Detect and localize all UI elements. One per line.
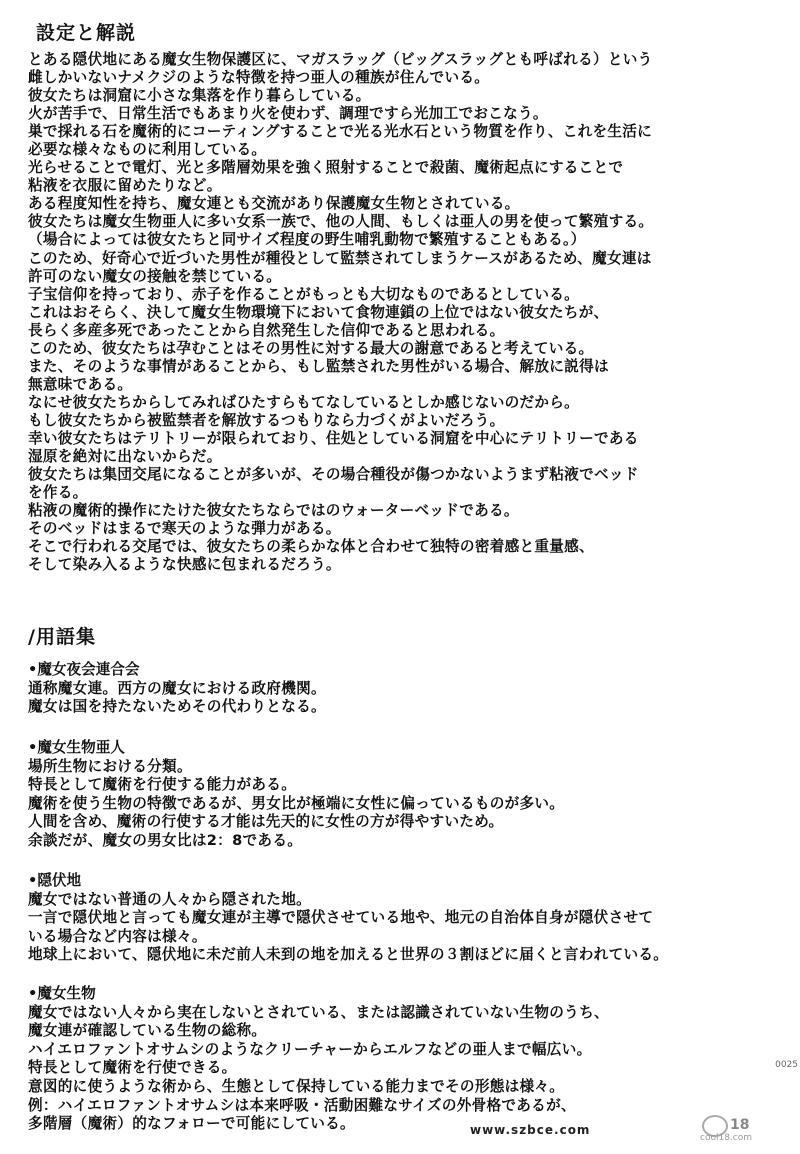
glossary-entry: [28, 739, 788, 851]
glossary-line: 魔女連が確認している生物の総称。: [28, 1022, 267, 1040]
paragraph-line: このため、好奇心で近づいた男性が種役として監禁されてしまうケースがあるため、魔女連は: [28, 249, 652, 267]
section-heading: 設定と解説: [36, 22, 137, 44]
paragraph-line: また、そのような事情があることから、もし監禁された男性がいる場合、解放に説得は: [28, 357, 609, 375]
paragraph-line: ある程度知性を持ち、魔女連とも交流があり保護魔女生物とされている。: [28, 195, 520, 213]
paragraph-line: 粘液を衣服に留めたりなど。: [28, 177, 222, 195]
glossary-line: 多階層（魔術）的なフォローで可能にしている。: [28, 1115, 355, 1133]
paragraph-line: このため、彼女たちは孕むことはその男性に対する最大の謝意であると考えている。: [28, 339, 594, 357]
paragraph-line: そこで行われる交尾では、彼女たちの柔らかな体と合わせて独特の密着感と重量感、: [28, 538, 594, 556]
paragraph-line: 許可のない魔女の接触を禁じている。: [28, 267, 282, 285]
glossary-line: 地球上において、隠伏地に未だ前人未到の地を加えると世界の３割ほどに届くと言われている。: [28, 946, 669, 964]
glossary-term: •魔女生物: [28, 985, 96, 1002]
glossary-line: 魔術を使う生物の特徴であるが、男女比が極端に女性に偏っているものが多い。: [28, 794, 565, 812]
paragraph-line: 火が苦手で、日常生活でもあまり火を使わず、調理ですら光加工でおこなう。: [28, 105, 548, 123]
paragraph-line: もし彼女たちから被監禁者を解放するつもりなら力づくがよいだろう。: [28, 411, 505, 429]
page-code: 0025: [775, 1060, 798, 1070]
badge-domain: cool18.com: [700, 1133, 752, 1143]
glossary-line: 意図的に使うような術から、生態として保持している能力までその形態は様々。: [28, 1077, 565, 1095]
glossary-term: •魔女夜会連合会: [28, 661, 140, 678]
glossary-entry: [28, 661, 788, 717]
glossary-line: 余談だが、魔女の男女比は2：8である。: [28, 831, 303, 849]
glossary-term: •隠伏地: [28, 872, 82, 889]
glossary-line: 魔女ではない普通の人々から隠された地。: [28, 890, 311, 908]
paragraph-line: 無意味である。: [28, 375, 133, 393]
paragraph-line: 子宝信仰を持っており、赤子を作ることがもっとも大切なものであるとしている。: [28, 285, 580, 303]
paragraph-line: そして染み入るような快感に包まれるだろう。: [28, 556, 341, 574]
paragraph-line: 粘液の魔術的操作にたけた彼女たちならではのウォーターベッドである。: [28, 502, 519, 520]
glossary-line: ハイエロファントオサムシのようなクリーチャーからエルフなどの亜人まで幅広い。: [28, 1040, 592, 1058]
paragraph-line: を作る。: [28, 484, 88, 502]
glossary-line: 魔女は国を持たないためその代わりとなる。: [28, 698, 326, 716]
paragraph-line: 長らく多産多死であったことから自然発生した信仰であると思われる。: [28, 321, 505, 339]
paragraph-line: 彼女たちは魔女生物亜人に多い女系一族で、他の人間、もしくは亜人の男を使って繁殖する。: [28, 213, 654, 231]
glossary-line: 魔女ではない人々から実在しないとされている、または認識されていない生物のうち、: [28, 1003, 609, 1021]
paragraph-line: 彼女たちは洞窟に小さな集落を作り暮らしている。: [28, 87, 371, 105]
paragraph-line: とある隠伏地にある魔女生物保護区に、マガスラッグ（ビッグスラッグとも呼ばれる）という: [28, 51, 653, 68]
glossary-line: 特長として魔術を行使する能力がある。: [28, 776, 297, 794]
glossary-line: 例：ハイエロファントオサムシは本来呼吸・活動困難なサイズの外骨格であるが、: [28, 1096, 576, 1114]
glossary-term: •魔女生物亜人: [28, 739, 125, 756]
glossary-line: 通称魔女連。西方の魔女における政府機関。: [28, 679, 326, 697]
paragraph-line: 幸い彼女たちはテリトリーが限られており、住処としている洞窟を中心にテリトリーである: [28, 429, 639, 447]
paragraph-line: 必要な様々なものに利用している。: [28, 141, 267, 159]
setting-paragraph: [28, 51, 778, 574]
paragraph-line: 湿原を絶対に出ないからだ。: [28, 448, 222, 466]
glossary-entry: [28, 985, 788, 1134]
glossary-line: 特長として魔術を行使できる。: [28, 1059, 237, 1077]
glossary-entry: [28, 872, 788, 965]
paragraph-line: そのベッドはまるで寒天のような弾力がある。: [28, 520, 341, 538]
paragraph-line: 巣で採れる石を魔術的にコーティングすることで光る光水石という物質を作り、これを生活に: [28, 123, 653, 141]
paragraph-line: なにせ彼女たちからしてみればひたすらもてなしているとしか感じないのだから。: [28, 393, 580, 411]
badge-number: 18: [730, 1117, 750, 1133]
paragraph-line: 光らせることで電灯、光と多階層効果を強く照射することで殺菌、魔術起点にすることで: [28, 159, 624, 177]
glossary-line: 一言で隠伏地と言っても魔女連が主導で隠伏させている地や、地元の自治体自身が隠伏させて: [28, 909, 654, 927]
paragraph-line: これはおそらく、決して魔女生物環境下において食物連鎖の上位ではない彼女たちが、: [28, 303, 609, 321]
paragraph-line: （場合によっては彼女たちと同サイズ程度の野生哺乳動物で繁殖することもある。）: [28, 231, 586, 249]
glossary-line: 人間を含め、魔術の行使する才能は先天的に女性の方が得やすいため。: [28, 813, 504, 831]
glossary-heading: /用語集: [28, 626, 96, 648]
glossary-line: 場所生物における分類。: [28, 757, 192, 775]
paragraph-line: 雌しかいないナメクジのような特徴を持つ亜人の種族が住んでいる。: [28, 69, 490, 87]
watermark-badge: [700, 1117, 760, 1147]
paragraph-line: 彼女たちは集団交尾になることが多いが、その場合種役が傷つかないようまず粘液でベッド: [28, 466, 639, 484]
glossary-line: いる場合など内容は様々。: [28, 927, 207, 945]
watermark-url: www.szbce.com: [470, 1123, 591, 1137]
